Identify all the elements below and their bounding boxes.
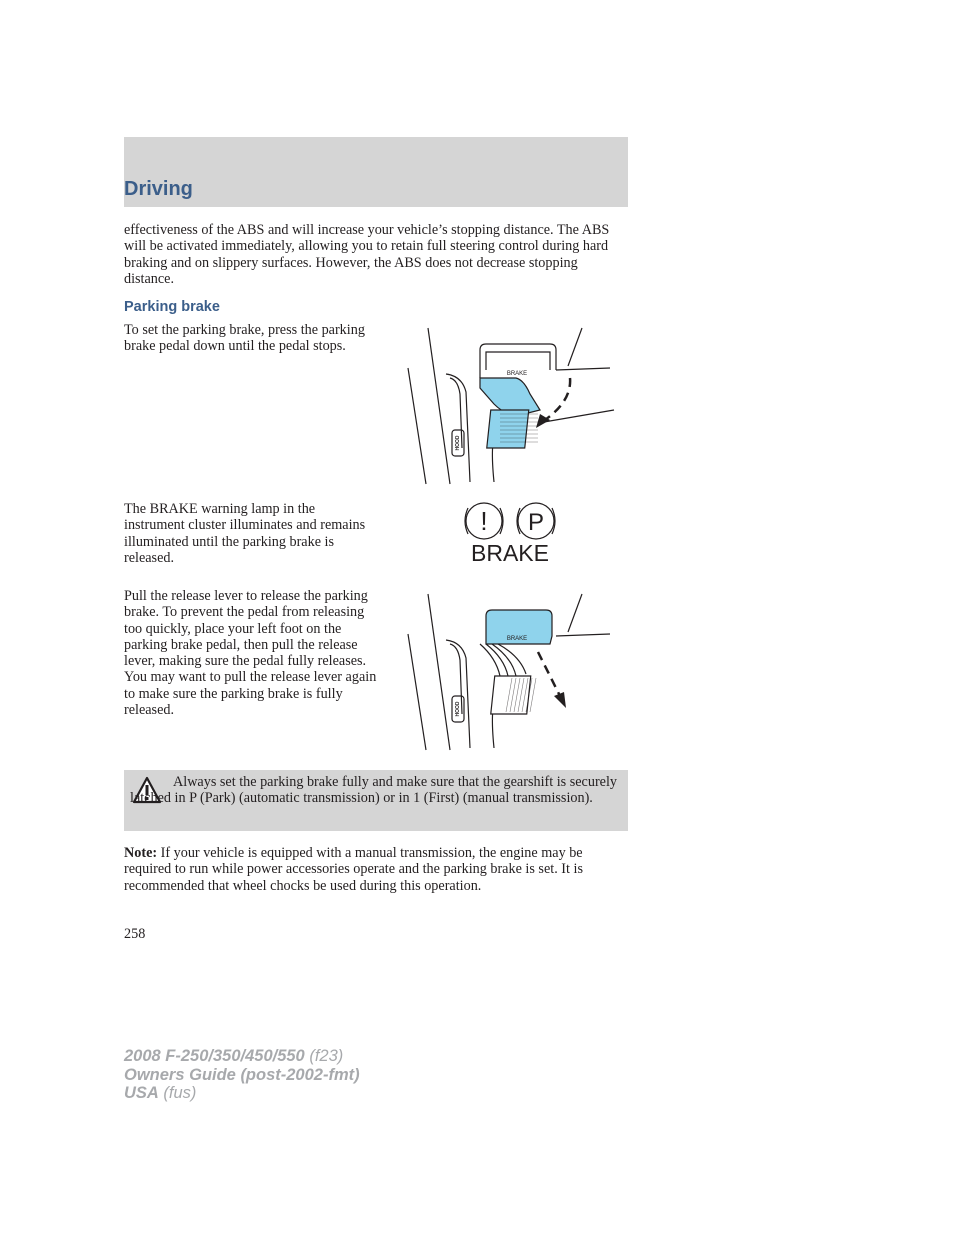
- fig2-lever-label: BRAKE: [506, 636, 528, 642]
- fig1-lever-label: BRAKE: [506, 371, 528, 377]
- footer-market: USA: [124, 1084, 159, 1102]
- footer-model: 2008 F-250/350/450/550: [124, 1047, 305, 1065]
- warning-box: [124, 770, 628, 831]
- lamp-brake-word: BRAKE: [471, 540, 549, 566]
- parking-brake-apply-figure: [400, 322, 620, 488]
- parking-brake-release-figure: [400, 588, 620, 754]
- fig1-press-arrow: [542, 378, 570, 422]
- warning-text: Always set the parking brake fully and make sure that the gearshift is securely latched in P (Park) (automatic transmission) or in 1 (First) (manual transmission).: [130, 774, 618, 807]
- abs-intro-paragraph: effectiveness of the ABS and will increase your vehicle’s stopping distance. The ABS will be activated immediately, allowing you to retain full steering control during hard braking and on slippery surfaces. However, the ABS does not decrease stopping distance.: [124, 222, 610, 287]
- document-footer: [124, 1047, 360, 1103]
- footer-model-code: (f23): [304, 1047, 344, 1065]
- page-number: 258: [124, 926, 146, 942]
- section-header-band: [124, 137, 628, 207]
- parking-brake-heading: Parking brake: [124, 299, 220, 315]
- fig1-hood-label: HOOD: [455, 435, 461, 451]
- fig2-release-arrow: [538, 652, 560, 696]
- brake-lamp-text: The BRAKE warning lamp in the instrument cluster illuminates and remains illuminated until the parking brake is released.: [124, 501, 366, 566]
- section-title: Driving: [124, 178, 193, 200]
- release-parking-brake-text: Pull the release lever to release the parking brake. To prevent the pedal from releasing too quickly, place your left foot on the parking brake pedal, then pull the release lever, making sure the pedal fully releases. You may want to pull the release lever again to make sure the parking brake is fully released.: [124, 588, 377, 719]
- brake-warning-lamp-icon: [460, 500, 560, 566]
- fig2-hood-label: HOOD: [455, 701, 461, 717]
- note-label: Note:: [124, 845, 158, 861]
- set-parking-brake-text: To set the parking brake, press the parking brake pedal down until the pedal stops.: [124, 322, 365, 355]
- lamp-p: P: [527, 509, 545, 536]
- note-text: If your vehicle is equipped with a manual transmission, the engine may be required to run while power accessories operate and the parking brake is set. It is recommended that wheel chocks be used during this operation.: [124, 845, 583, 894]
- lamp-exclamation: !: [480, 506, 488, 536]
- note-paragraph: [124, 845, 628, 894]
- footer-guide: Owners Guide (post-2002-fmt): [124, 1065, 360, 1084]
- footer-market-code: (fus): [158, 1084, 197, 1102]
